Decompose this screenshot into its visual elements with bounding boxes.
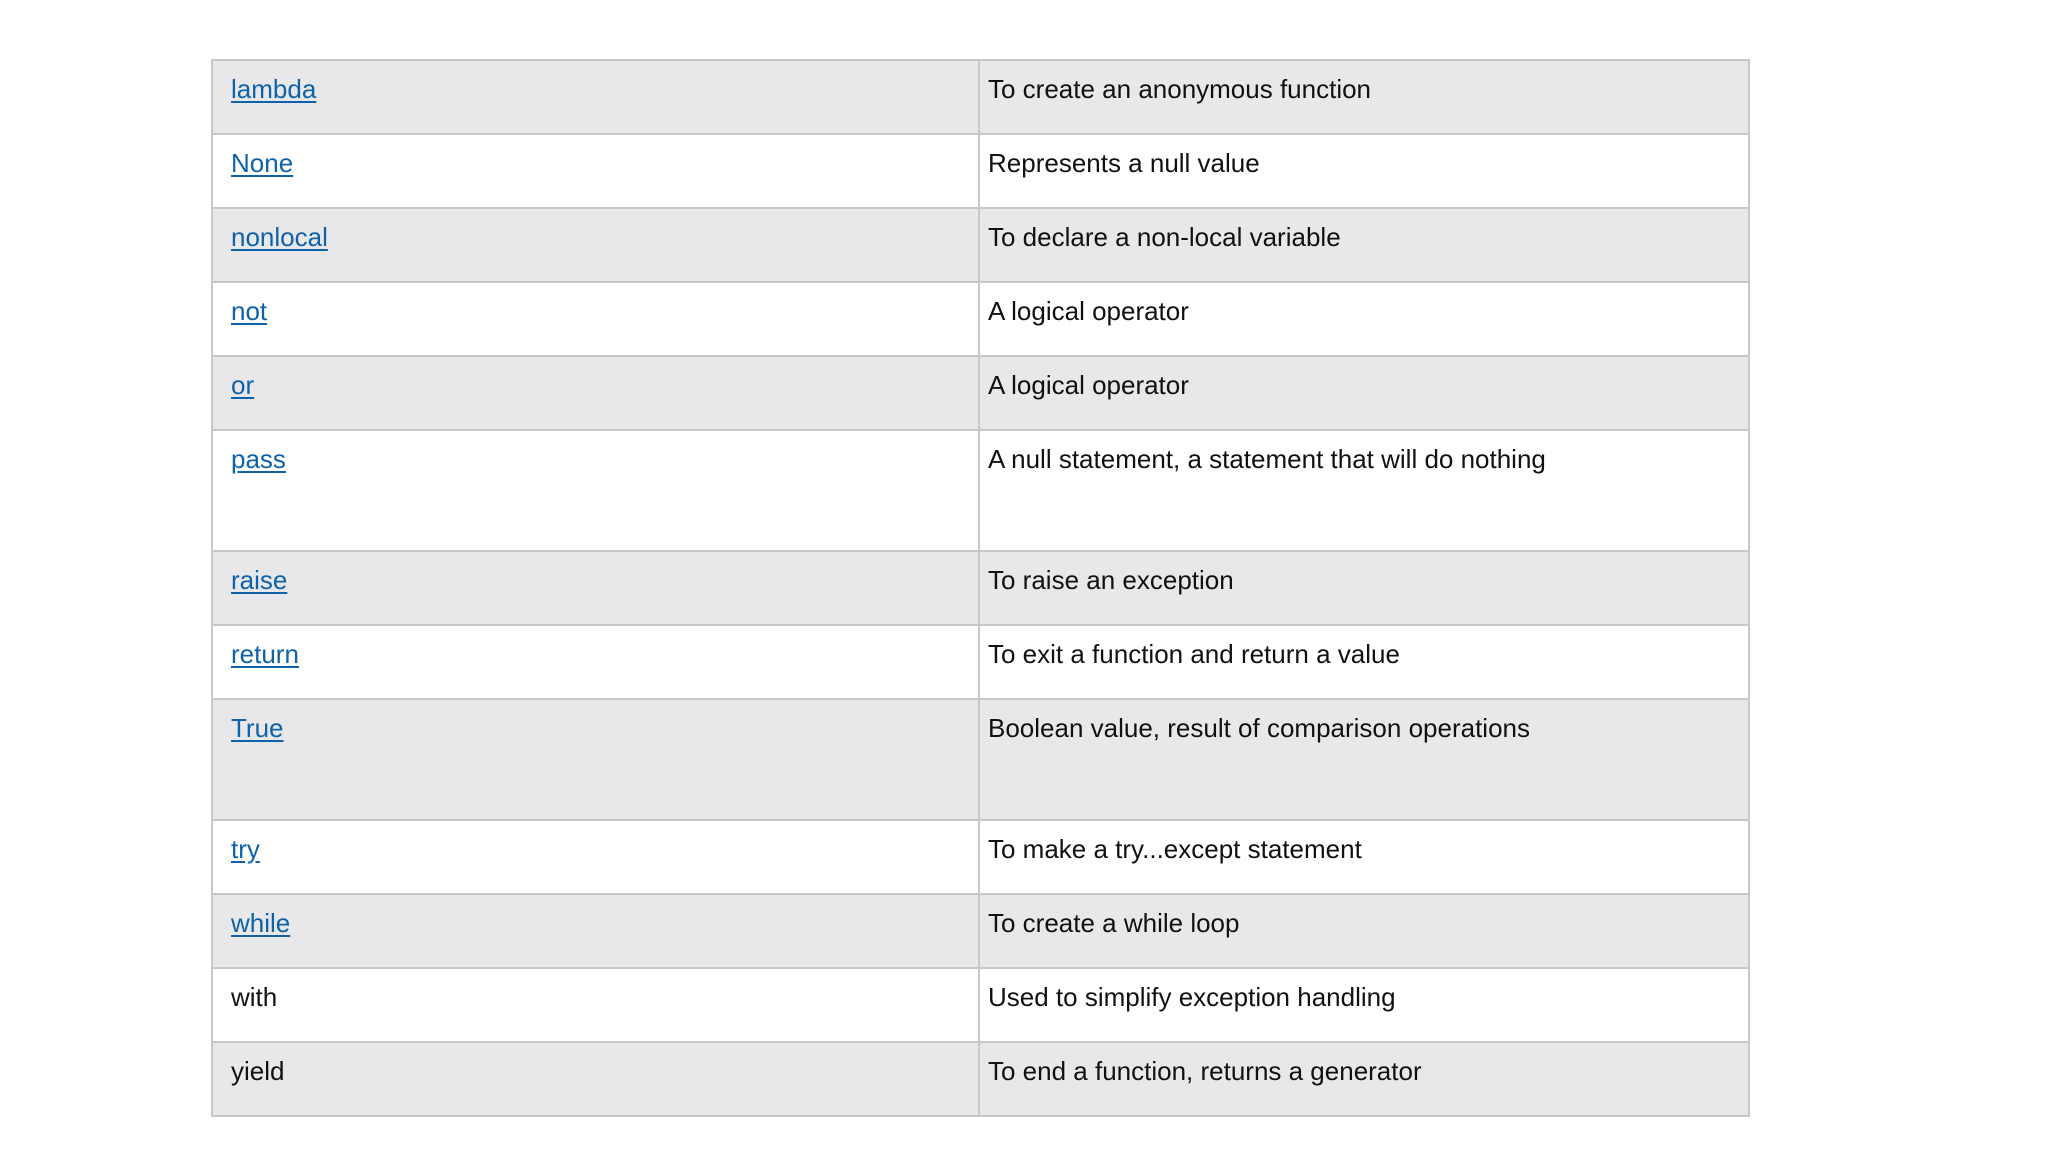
- description-cell: A logical operator: [979, 282, 1749, 356]
- keyword-link-while[interactable]: while: [231, 908, 291, 938]
- keyword-cell: [212, 356, 979, 430]
- keyword-link-not[interactable]: not: [231, 296, 268, 326]
- keyword-cell: [212, 625, 979, 699]
- description-cell: Boolean value, result of comparison operations: [979, 699, 1749, 820]
- description-cell: A null statement, a statement that will do nothing: [979, 430, 1749, 551]
- table-row: [212, 208, 1749, 282]
- keyword-cell: [212, 551, 979, 625]
- description-cell: To create a while loop: [979, 894, 1749, 968]
- keyword-cell: [212, 430, 979, 551]
- keyword-cell: [212, 282, 979, 356]
- table-row: [212, 820, 1749, 894]
- keyword-link-or[interactable]: or: [231, 370, 255, 400]
- table-row: [212, 60, 1749, 134]
- keyword-cell: [212, 208, 979, 282]
- table-row: [212, 430, 1749, 551]
- table-row: [212, 134, 1749, 208]
- table-row: [212, 625, 1749, 699]
- keyword-link-try[interactable]: try: [231, 834, 260, 864]
- keyword-link-return[interactable]: return: [231, 639, 299, 669]
- keyword-cell: [212, 1042, 979, 1116]
- table-row: [212, 894, 1749, 968]
- table-row: [212, 1042, 1749, 1116]
- table-row: [212, 282, 1749, 356]
- description-cell: To end a function, returns a generator: [979, 1042, 1749, 1116]
- keyword-text-with: with: [231, 982, 278, 1012]
- description-cell: To create an anonymous function: [979, 60, 1749, 134]
- table-row: [212, 699, 1749, 820]
- keyword-cell: [212, 894, 979, 968]
- keyword-link-true[interactable]: True: [231, 713, 284, 743]
- description-cell: To exit a function and return a value: [979, 625, 1749, 699]
- description-cell: Used to simplify exception handling: [979, 968, 1749, 1042]
- keyword-cell: [212, 699, 979, 820]
- table-row: [212, 356, 1749, 430]
- keyword-cell: [212, 60, 979, 134]
- keyword-link-lambda[interactable]: lambda: [231, 74, 317, 104]
- keyword-text-yield: yield: [231, 1056, 285, 1086]
- table-row: [212, 551, 1749, 625]
- description-cell: To raise an exception: [979, 551, 1749, 625]
- keyword-link-none[interactable]: None: [231, 148, 294, 178]
- keyword-link-raise[interactable]: raise: [231, 565, 288, 595]
- keywords-table: [211, 59, 1750, 1117]
- keyword-link-pass[interactable]: pass: [231, 444, 286, 474]
- keyword-cell: [212, 134, 979, 208]
- description-cell: To declare a non-local variable: [979, 208, 1749, 282]
- keyword-link-nonlocal[interactable]: nonlocal: [231, 222, 328, 252]
- keyword-cell: [212, 820, 979, 894]
- description-cell: Represents a null value: [979, 134, 1749, 208]
- table-row: [212, 968, 1749, 1042]
- description-cell: To make a try...except statement: [979, 820, 1749, 894]
- keyword-cell: [212, 968, 979, 1042]
- description-cell: A logical operator: [979, 356, 1749, 430]
